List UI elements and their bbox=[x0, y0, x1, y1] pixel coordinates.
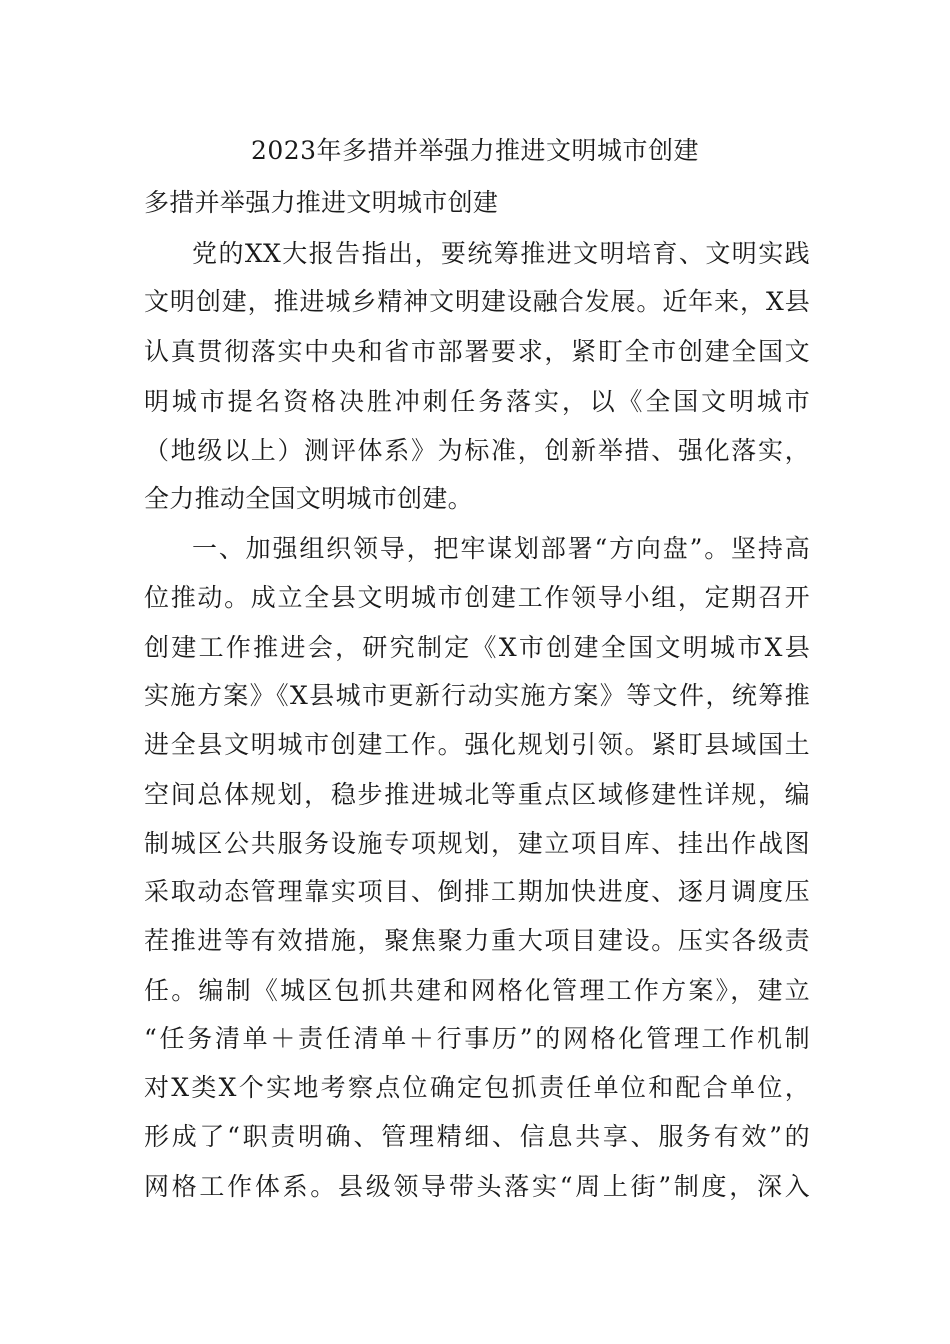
paragraph-line: 位推动。成立全县文明城市创建工作领导小组，定期召开 bbox=[144, 583, 810, 612]
paragraph-line: 进全县文明城市创建工作。强化规划引领。紧盯县域国土 bbox=[144, 730, 810, 759]
document-title: 2023年多措并举强力推进文明城市创建 bbox=[250, 136, 700, 165]
paragraph-line: 明城市提名资格决胜冲刺任务落实，以《全国文明城市 bbox=[144, 387, 810, 416]
paragraph-line: 对X类X个实地考察点位确定包抓责任单位和配合单位， bbox=[144, 1073, 810, 1102]
paragraph-line: 全力推动全国文明城市创建。 bbox=[144, 484, 473, 513]
paragraph-line: （地级以上）测评体系》为标准，创新举措、强化落实， bbox=[144, 436, 810, 465]
paragraph-line: 实施方案》《X县城市更新行动实施方案》等文件，统筹推 bbox=[144, 681, 810, 710]
paragraph-line: 形成了“职责明确、管理精细、信息共享、服务有效”的 bbox=[144, 1122, 810, 1151]
paragraph-line: 创建工作推进会，研究制定《X市创建全国文明城市X县 bbox=[144, 633, 810, 662]
paragraph-line: 采取动态管理靠实项目、倒排工期加快进度、逐月调度压 bbox=[144, 877, 810, 906]
paragraph-line: 制城区公共服务设施专项规划，建立项目库、挂出作战图 bbox=[144, 829, 810, 858]
paragraph-line: “任务清单＋责任清单＋行事历”的网格化管理工作机制 bbox=[144, 1024, 810, 1053]
paragraph-line: 认真贯彻落实中央和省市部署要求，紧盯全市创建全国文 bbox=[144, 337, 810, 366]
document-subtitle: 多措并举强力推进文明城市创建 bbox=[144, 188, 499, 217]
paragraph-line: 任。编制《城区包抓共建和网格化管理工作方案》，建立 bbox=[144, 976, 810, 1005]
paragraph-line: 网格工作体系。县级领导带头落实“周上街”制度，深入 bbox=[144, 1172, 810, 1201]
paragraph-line: 茬推进等有效措施，聚焦聚力重大项目建设。压实各级责 bbox=[144, 926, 810, 955]
paragraph-line: 一、加强组织领导，把牢谋划部署“方向盘”。坚持高 bbox=[192, 534, 810, 563]
paragraph-line: 空间总体规划，稳步推进城北等重点区域修建性详规，编 bbox=[144, 780, 810, 809]
paragraph-line: 文明创建，推进城乡精神文明建设融合发展。近年来，X县 bbox=[144, 287, 810, 316]
paragraph-line: 党的XX大报告指出，要统筹推进文明培育、文明实践 bbox=[192, 239, 810, 268]
